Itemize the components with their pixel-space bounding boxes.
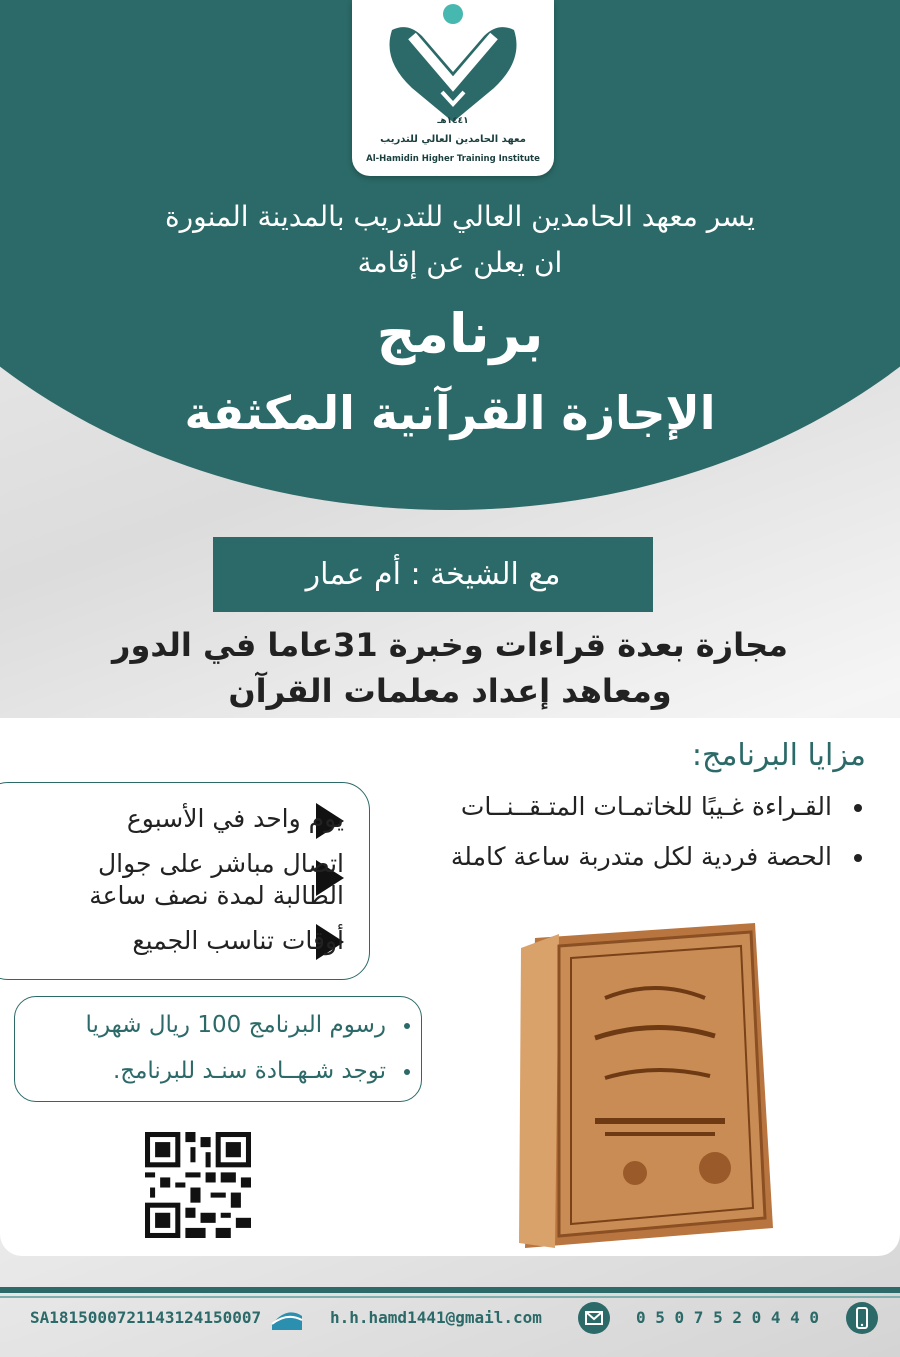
bank-iban: SA1815000721143124150007 xyxy=(30,1308,262,1327)
description-line-2: ومعاهد إعداد معلمات القرآن xyxy=(228,672,672,710)
footer-divider-accent xyxy=(0,1296,900,1298)
fees-item: توجد شـهــادة سنـد للبرنامج. xyxy=(113,1058,410,1084)
phone-number: 0 5 0 7 5 2 0 4 4 0 xyxy=(636,1308,820,1327)
program-label: برنامج xyxy=(376,302,544,365)
bullet-icon xyxy=(854,854,862,862)
description-line-1: مجازة بعدة قراءات وخبرة 31عاما في الدور xyxy=(112,626,788,664)
email-icon xyxy=(578,1302,610,1334)
bullet-icon xyxy=(404,1023,410,1029)
intro-line-1: يسر معهد الحامدين العالي للتدريب بالمدينة المنورة xyxy=(164,200,756,233)
sheikha-description xyxy=(100,622,800,714)
ijaza-certificate-image xyxy=(515,918,777,1256)
institute-logo-card xyxy=(352,0,554,176)
sheikha-badge: مع الشيخة : أم عمار xyxy=(213,537,653,612)
program-title: الإجازة القرآنية المكثفة xyxy=(184,386,716,440)
bullet-icon xyxy=(404,1069,410,1075)
feature-item: الحصة فردية لكل متدربة ساعة كاملة xyxy=(451,842,862,871)
bullet-icon xyxy=(854,804,862,812)
qr-code-icon xyxy=(145,1132,251,1238)
schedule-item: اتصال مباشر على جوال xyxy=(97,849,344,878)
institute-logo-icon xyxy=(372,0,534,130)
features-title: مزايا البرنامج: xyxy=(691,738,866,773)
fees-item: رسوم البرنامج 100 ريال شهريا xyxy=(86,1012,410,1038)
footer-divider xyxy=(0,1287,900,1293)
feature-item: القـراءة غـيبًا للخاتمـات المتـقــنــات xyxy=(461,792,862,821)
schedule-item-continued: الطالبة لمدة نصف ساعة xyxy=(89,881,344,910)
logo-arabic-name: معهد الحامدين العالي للتدريب xyxy=(380,134,526,145)
phone-icon xyxy=(846,1302,878,1334)
schedule-item: أوقات تناسب الجميع xyxy=(132,926,344,955)
email-address: h.h.hamd1441@gmail.com xyxy=(330,1308,542,1327)
logo-english-name: Al-Hamidin Higher Training Institute xyxy=(366,154,540,164)
logo-year: ١٤٤١هـ xyxy=(437,116,469,126)
intro-line-2: ان يعلن عن إقامة xyxy=(357,246,563,279)
bank-logo-icon xyxy=(270,1304,304,1332)
schedule-item: يوم واحد في الأسبوع xyxy=(126,804,344,833)
